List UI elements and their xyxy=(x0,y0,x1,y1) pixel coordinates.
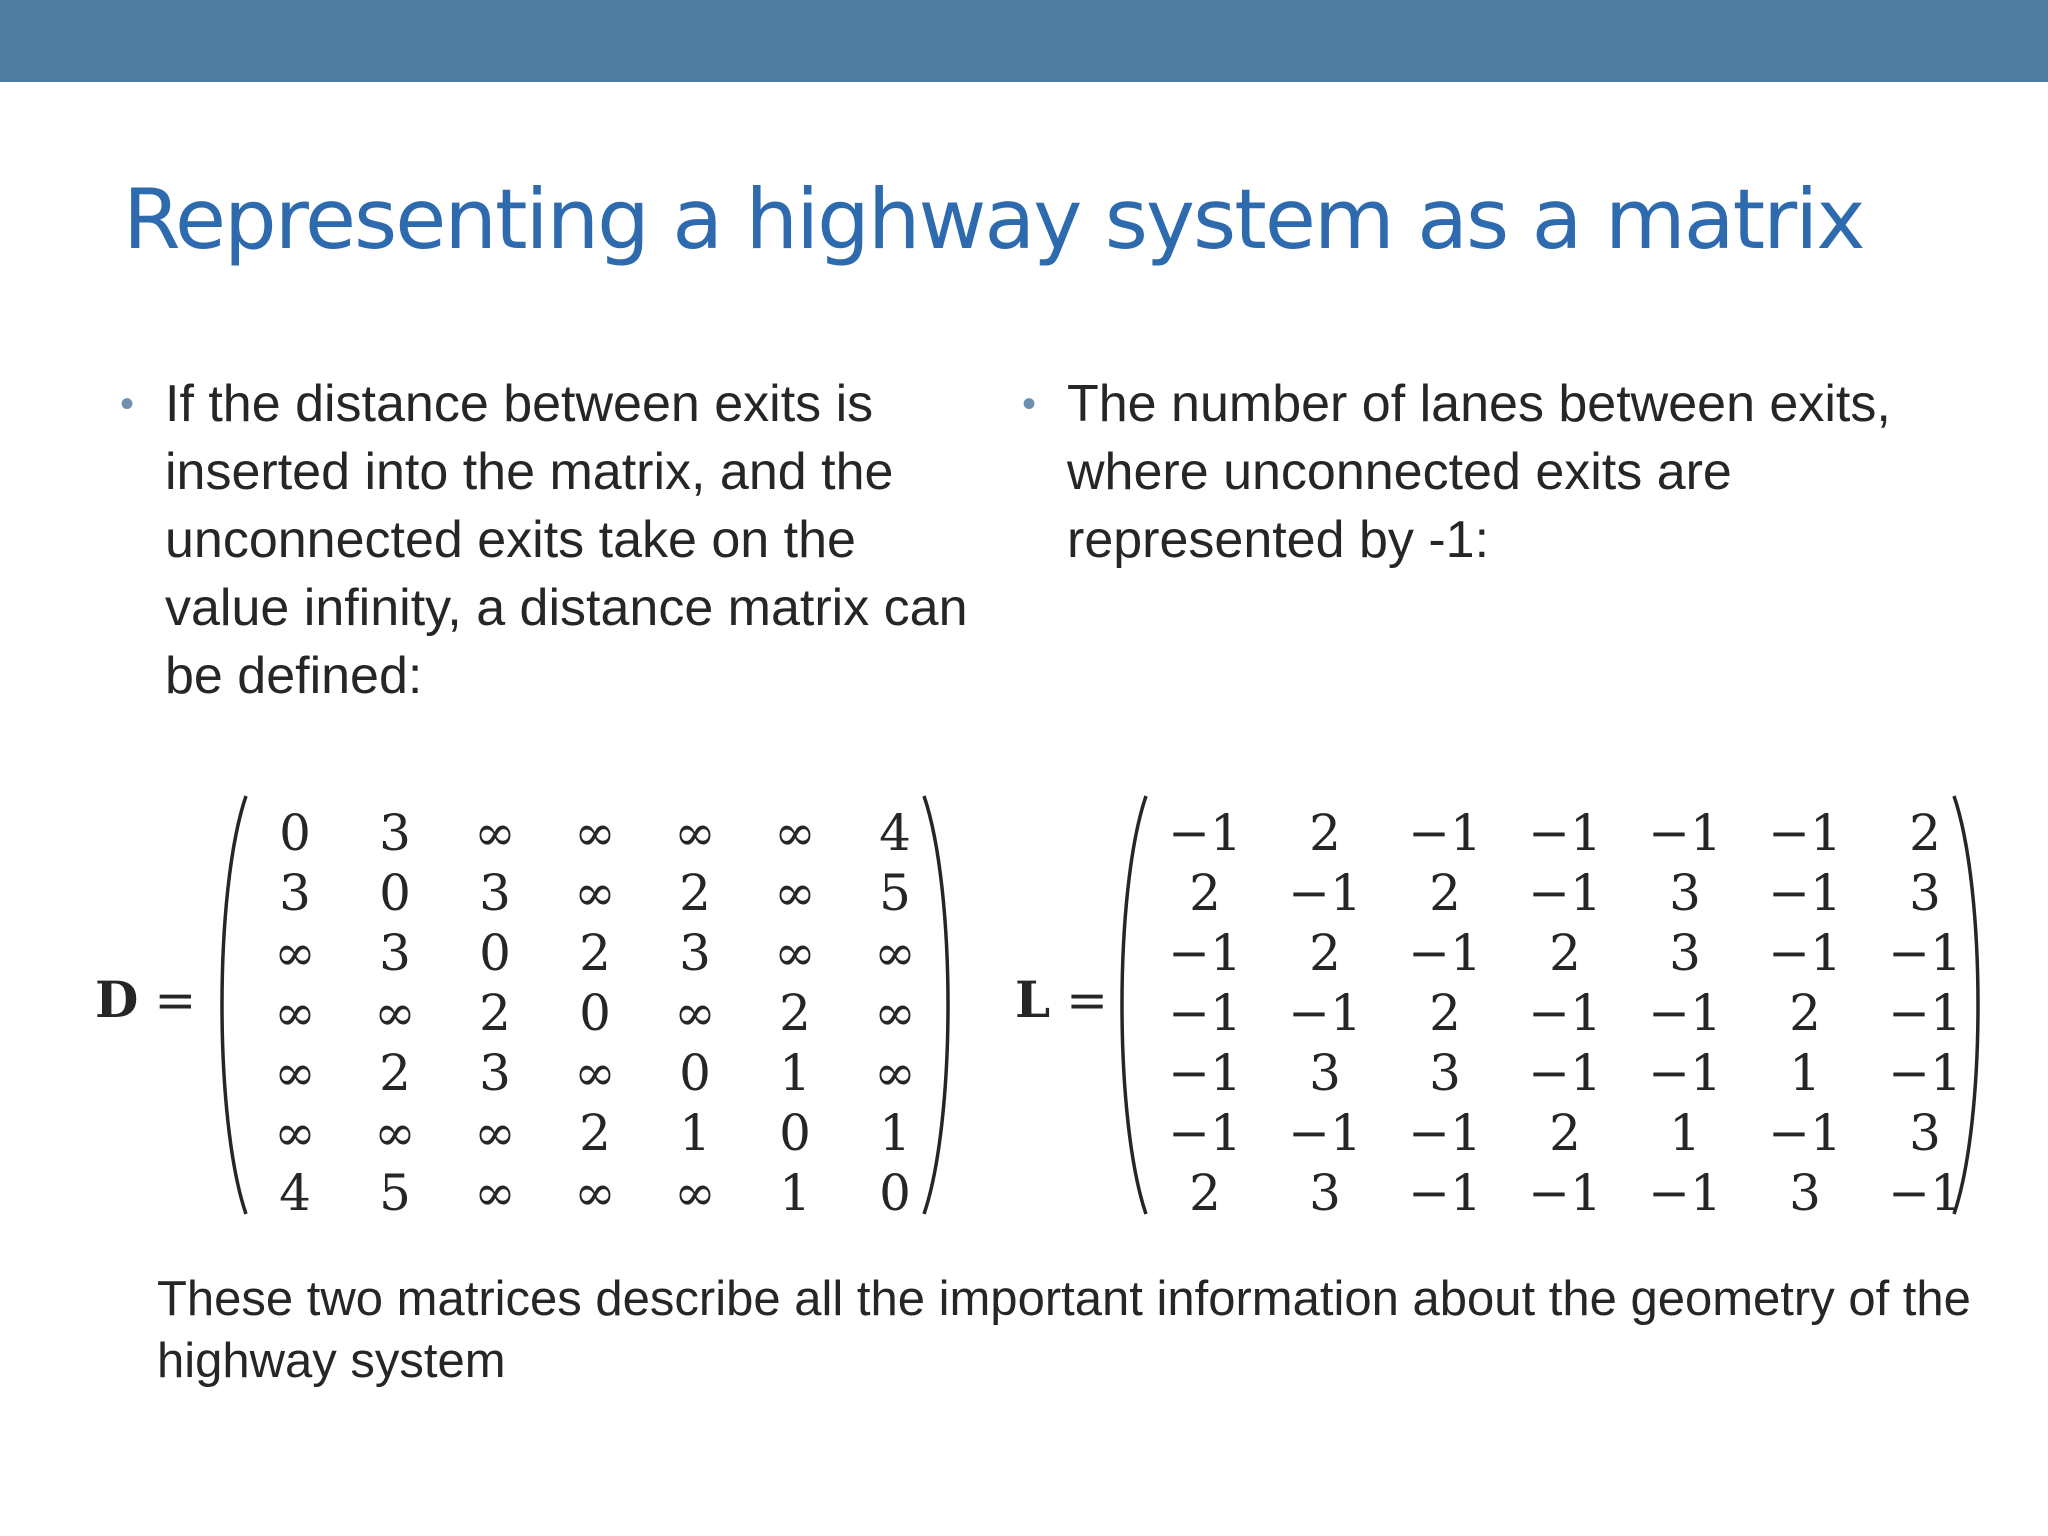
footer-summary: These two matrices describe all the important information about the geometry of the highway system xyxy=(157,1272,1971,1388)
matrix-cell: ∞ xyxy=(874,924,916,982)
matrix-cell: ∞ xyxy=(374,984,416,1042)
bullet-distance xyxy=(120,370,990,710)
matrix-cell: −1 xyxy=(1168,1104,1242,1162)
matrix-cell: −1 xyxy=(1648,1044,1722,1102)
matrix-cell: 2 xyxy=(379,1044,411,1102)
matrix-cell: 0 xyxy=(479,924,511,982)
matrix-cell: −1 xyxy=(1288,1104,1362,1162)
bullet-text-lanes: The number of lanes between exits, where unconnected exits are represented by -1: xyxy=(1067,375,1891,569)
matrix-cell: ∞ xyxy=(774,924,816,982)
matrix-cell: 2 xyxy=(1189,864,1221,922)
matrix-cell: 3 xyxy=(1429,1044,1461,1102)
matrix-cell: −1 xyxy=(1768,1104,1842,1162)
matrix-cell: ∞ xyxy=(474,804,516,862)
matrix-cell: ∞ xyxy=(274,984,316,1042)
matrix-cell: 2 xyxy=(1429,984,1461,1042)
matrix-cell: ∞ xyxy=(774,864,816,922)
matrix-cell: 3 xyxy=(679,924,711,982)
matrix-cell: 2 xyxy=(1429,864,1461,922)
matrix-cell: 4 xyxy=(279,1164,311,1222)
matrix-cell: −1 xyxy=(1408,1104,1482,1162)
matrix-cell: −1 xyxy=(1408,804,1482,862)
matrix-cell: ∞ xyxy=(874,1044,916,1102)
matrix-cell: 2 xyxy=(1789,984,1821,1042)
matrix-cell: 0 xyxy=(579,984,611,1042)
matrix-cell: −1 xyxy=(1168,1044,1242,1102)
matrix-cell: −1 xyxy=(1768,864,1842,922)
matrix-cell: 5 xyxy=(379,1164,411,1222)
bullet-lanes xyxy=(1022,370,1922,574)
matrix-cell: 3 xyxy=(1669,924,1701,982)
matrix-cell: 2 xyxy=(1549,1104,1581,1162)
right-paren xyxy=(920,790,960,1220)
matrix-cell: ∞ xyxy=(374,1104,416,1162)
matrix-name-d: D xyxy=(95,970,139,1029)
matrix-cell: −1 xyxy=(1528,984,1602,1042)
matrix-cell: −1 xyxy=(1648,1164,1722,1222)
matrix-cell: 3 xyxy=(1669,864,1701,922)
matrix-cell: −1 xyxy=(1288,864,1362,922)
matrix-cell: −1 xyxy=(1168,804,1242,862)
matrix-cell: −1 xyxy=(1168,924,1242,982)
left-paren xyxy=(210,790,250,1220)
matrix-cell: ∞ xyxy=(874,984,916,1042)
matrix-cell: ∞ xyxy=(274,924,316,982)
matrix-name-l: L xyxy=(1015,970,1051,1029)
matrix-cell: 2 xyxy=(579,1104,611,1162)
matrix-cell: 1 xyxy=(779,1044,811,1102)
matrix-cell: 3 xyxy=(379,924,411,982)
equals-sign: = xyxy=(154,971,197,1029)
matrix-cell: 1 xyxy=(879,1104,911,1162)
matrix-cell: ∞ xyxy=(274,1044,316,1102)
matrix-cell: ∞ xyxy=(574,1044,616,1102)
matrix-cell: −1 xyxy=(1408,1164,1482,1222)
bullet-marker: • xyxy=(1022,382,1037,426)
matrix-cell: −1 xyxy=(1528,1044,1602,1102)
matrix-cell: ∞ xyxy=(574,1164,616,1222)
matrix-cell: 2 xyxy=(1549,924,1581,982)
matrix-cell: ∞ xyxy=(474,1164,516,1222)
matrix-cell: 3 xyxy=(279,864,311,922)
matrix-cell: ∞ xyxy=(574,804,616,862)
matrix-cell: 1 xyxy=(679,1104,711,1162)
equals-sign: = xyxy=(1066,971,1109,1029)
matrix-cell: 5 xyxy=(879,864,911,922)
matrix-cell: −1 xyxy=(1768,804,1842,862)
matrix-cell: 3 xyxy=(1309,1164,1341,1222)
matrix-cell: 2 xyxy=(1309,804,1341,862)
matrix-cell: 3 xyxy=(1789,1164,1821,1222)
matrix-cell: 0 xyxy=(679,1044,711,1102)
matrix-cell: ∞ xyxy=(574,864,616,922)
matrix-cell: 2 xyxy=(1309,924,1341,982)
matrix-cell: 3 xyxy=(1309,1044,1341,1102)
matrix-cell: 2 xyxy=(579,924,611,982)
matrix-cell: ∞ xyxy=(774,804,816,862)
header-bar xyxy=(0,0,2048,82)
matrix-cell: −1 xyxy=(1648,804,1722,862)
matrix-cell: −1 xyxy=(1768,924,1842,982)
matrix-cell: ∞ xyxy=(674,804,716,862)
matrix-label-l xyxy=(1015,970,1108,1029)
matrix-cell: 0 xyxy=(779,1104,811,1162)
matrix-cell: 2 xyxy=(1189,1164,1221,1222)
matrix-cell: 4 xyxy=(879,804,911,862)
matrix-cell: −1 xyxy=(1888,1164,1962,1222)
distance-matrix xyxy=(95,790,975,1220)
matrix-cell: ∞ xyxy=(474,1104,516,1162)
matrix-cell: 2 xyxy=(779,984,811,1042)
matrix-cell: 2 xyxy=(479,984,511,1042)
matrix-cell: 0 xyxy=(379,864,411,922)
matrix-cell: −1 xyxy=(1408,924,1482,982)
matrix-cell: 3 xyxy=(479,1044,511,1102)
matrix-cell: 0 xyxy=(279,804,311,862)
right-paren xyxy=(1950,790,1990,1220)
lanes-matrix xyxy=(1010,790,2000,1220)
matrix-cell: −1 xyxy=(1528,1164,1602,1222)
slide-title: Representing a highway system as a matrix xyxy=(123,171,1864,268)
matrix-cell: −1 xyxy=(1168,984,1242,1042)
matrix-cell: ∞ xyxy=(674,984,716,1042)
matrix-cell: −1 xyxy=(1528,804,1602,862)
matrix-cell: −1 xyxy=(1528,864,1602,922)
matrix-cell: 2 xyxy=(1909,804,1941,862)
matrix-label-d xyxy=(95,970,196,1029)
matrix-cell: 1 xyxy=(1789,1044,1821,1102)
matrix-cells-l xyxy=(1145,790,1975,1220)
matrix-cell: −1 xyxy=(1888,924,1962,982)
bullet-marker: • xyxy=(120,382,135,426)
matrix-cell: −1 xyxy=(1888,1044,1962,1102)
matrix-cell: 3 xyxy=(479,864,511,922)
matrix-cell: 3 xyxy=(379,804,411,862)
matrix-cell: ∞ xyxy=(674,1164,716,1222)
matrix-cell: −1 xyxy=(1888,984,1962,1042)
matrix-cell: 1 xyxy=(1669,1104,1701,1162)
matrix-cell: 1 xyxy=(779,1164,811,1222)
matrix-cells-d xyxy=(245,790,945,1220)
matrix-cell: ∞ xyxy=(274,1104,316,1162)
left-paren xyxy=(1110,790,1150,1220)
matrix-cell: −1 xyxy=(1648,984,1722,1042)
matrix-cell: −1 xyxy=(1288,984,1362,1042)
matrix-cell: 3 xyxy=(1909,864,1941,922)
bullet-text-distance: If the distance between exits is inserted into the matrix, and the unconnected exits take on the value infinity, a distance matrix can be defined: xyxy=(165,375,968,705)
matrix-cell: 3 xyxy=(1909,1104,1941,1162)
matrix-cell: 2 xyxy=(679,864,711,922)
matrix-cell: 0 xyxy=(879,1164,911,1222)
